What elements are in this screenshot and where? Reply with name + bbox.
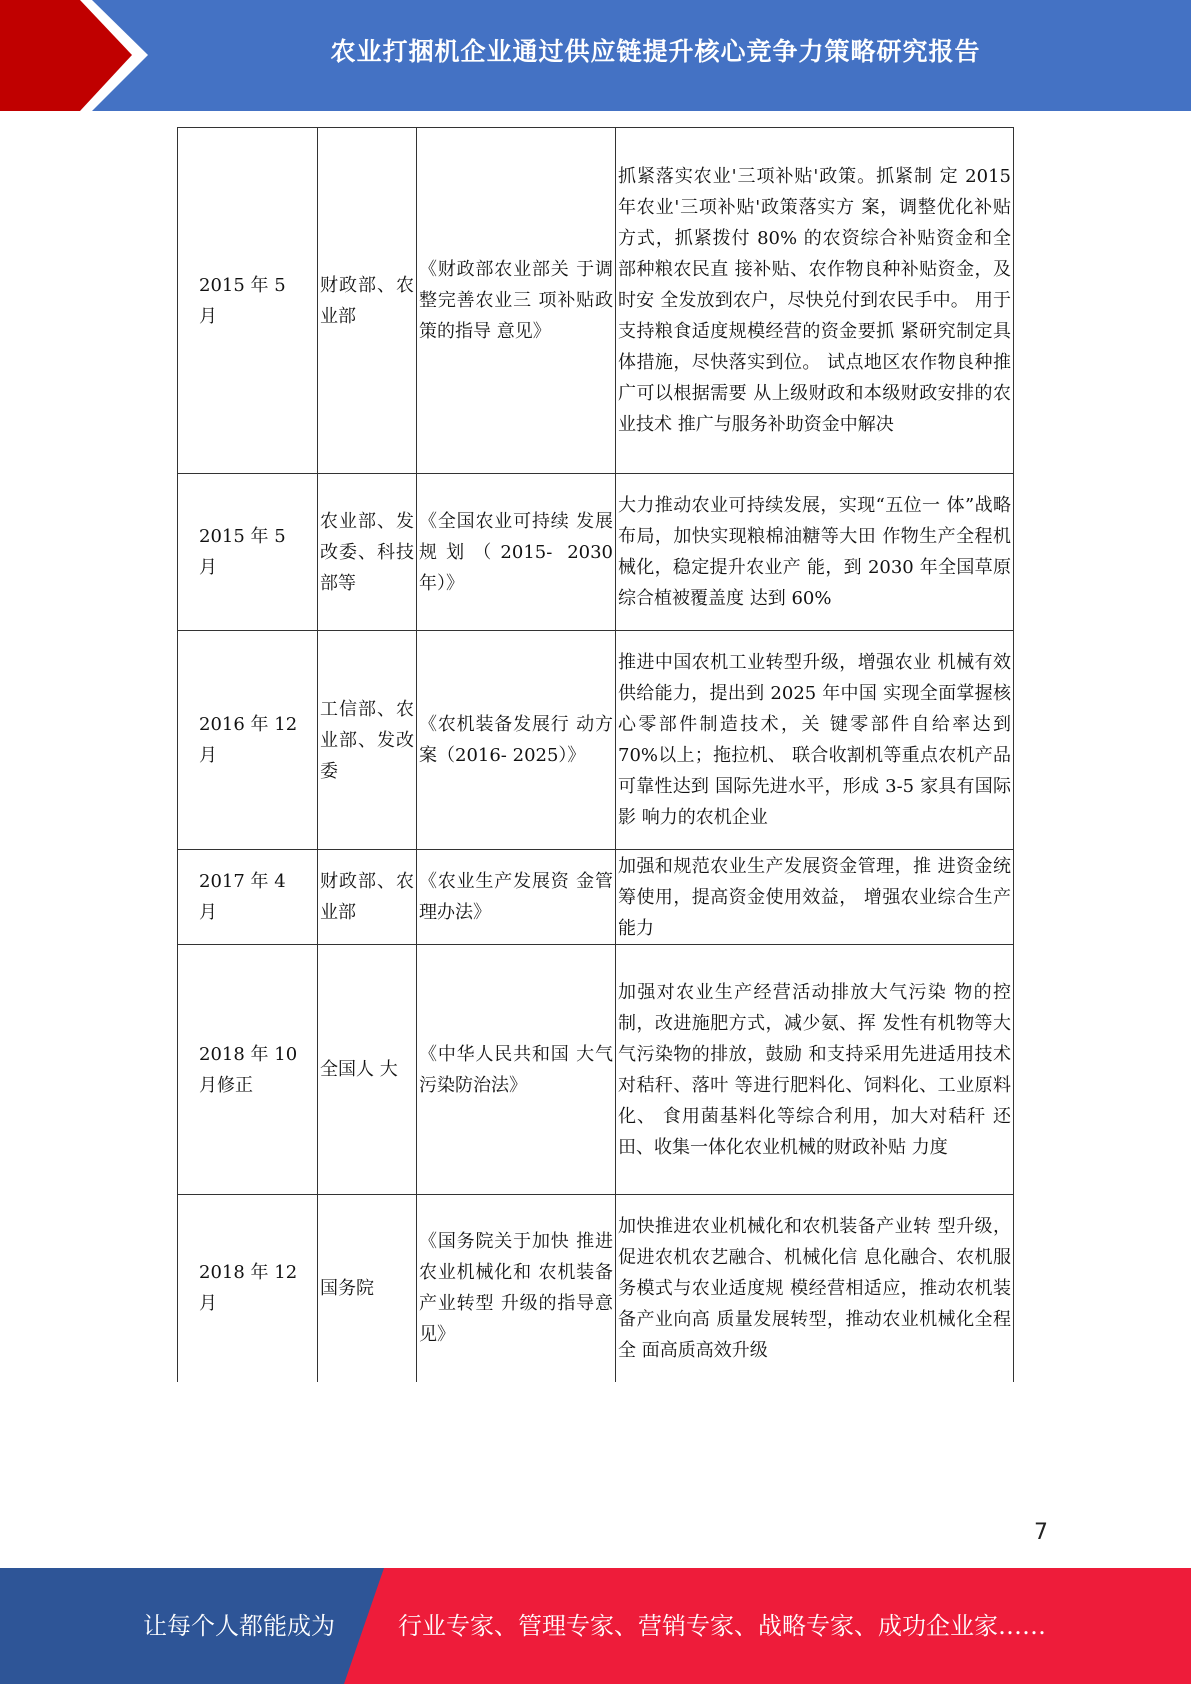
department-cell: 财政部、农业部 [318,850,417,945]
department-cell: 全国人 大 [318,945,417,1195]
page-header [0,0,1191,111]
content-cell: 加快推进农业机械化和农机装备产业转 型升级，促进农机农艺融合、机械化信 息化融合、农机服务模式与农业适度规 模经营相适应，推动农机装备产业向高 质量发展转型，推动农业机械化全程全 面高质高效升级 [616,1195,1014,1382]
document-cell: 《农业生产发展资 金管理办法》 [417,850,616,945]
table-row [178,631,1014,850]
table-row [178,850,1014,945]
page-footer [0,1568,1191,1684]
content-cell: 加强对农业生产经营活动排放大气污染 物的控制，改进施肥方式，减少氨、挥 发性有机物等大气污染物的排放，鼓励 和支持采用先进适用技术对秸秆、落叶 等进行肥料化、饲料化、工业原料化、 食用菌基料化等综合利用，加大对秸秆 还田、收集一体化农业机械的财政补贴 力度 [616,945,1014,1195]
date-cell: 2015 年 5 月 [178,474,318,631]
footer-slogan-left: 让每个人都能成为 [143,1612,335,1640]
department-cell: 工信部、农业部、发改委 [318,631,417,850]
content-cell: 加强和规范农业生产发展资金管理，推 进资金统筹使用，提高资金使用效益， 增强农业综合生产能力 [616,850,1014,945]
table-row [178,128,1014,474]
department-cell: 财政部、农业部 [318,128,417,474]
document-cell: 《全国农业可持续 发展规划（2015- 2030 年）》 [417,474,616,631]
document-cell: 《财政部农业部关 于调整完善农业三 项补贴政策的指导 意见》 [417,128,616,474]
report-title: 农业打捆机企业通过供应链提升核心竞争力策略研究报告 [330,37,981,66]
date-cell: 2015 年 5 月 [178,128,318,474]
content-cell: 推进中国农机工业转型升级，增强农业 机械有效供给能力，提出到 2025 年中国 实现全面掌握核心零部件制造技术，关 键零部件自给率达到 70%以上；拖拉机、 联合收割机等重点农机产品可靠性达到 国际先进水平，形成 3-5 家具有国际影 响力的农机企业 [616,631,1014,850]
policy-table [177,127,1014,1382]
department-cell: 农业部、发改委、科技部等 [318,474,417,631]
page-number: 7 [1034,1520,1048,1545]
department-cell: 国务院 [318,1195,417,1382]
date-cell: 2016 年 12 月 [178,631,318,850]
date-cell: 2018 年 10 月修正 [178,945,318,1195]
document-cell: 《中华人民共和国 大气污染防治法》 [417,945,616,1195]
footer-slogan-right: 行业专家、管理专家、营销专家、战略专家、成功企业家…… [398,1612,1046,1640]
content-cell: 大力推动农业可持续发展，实现“五位一 体”战略布局，加快实现粮棉油糖等大田 作物生产全程机械化，稳定提升农业产 能，到 2030 年全国草原综合植被覆盖度 达到 60% [616,474,1014,631]
document-cell: 《农机装备发展行 动方案（2016- 2025）》 [417,631,616,850]
date-cell: 2017 年 4 月 [178,850,318,945]
table-row [178,945,1014,1195]
table-row [178,1195,1014,1382]
document-cell: 《国务院关于加快 推进农业机械化和 农机装备产业转型 升级的指导意见》 [417,1195,616,1382]
date-cell: 2018 年 12 月 [178,1195,318,1382]
content-cell: 抓紧落实农业'三项补贴'政策。抓紧制 定 2015 年农业'三项补贴'政策落实方 案，调整优化补贴方式，抓紧拨付 80% 的农资综合补贴资金和全部种粮农民直 接补贴、农作物良种补贴资金，及时安 全发放到农户，尽快兑付到农民手中。 用于支持粮食适度规模经营的资金要抓 紧研究制定具体措施，尽快落实到位。 试点地区农作物良种推广可以根据需要 从上级财政和本级财政安排的农业技术 推广与服务补助资金中解决 [616,128,1014,474]
table-row [178,474,1014,631]
